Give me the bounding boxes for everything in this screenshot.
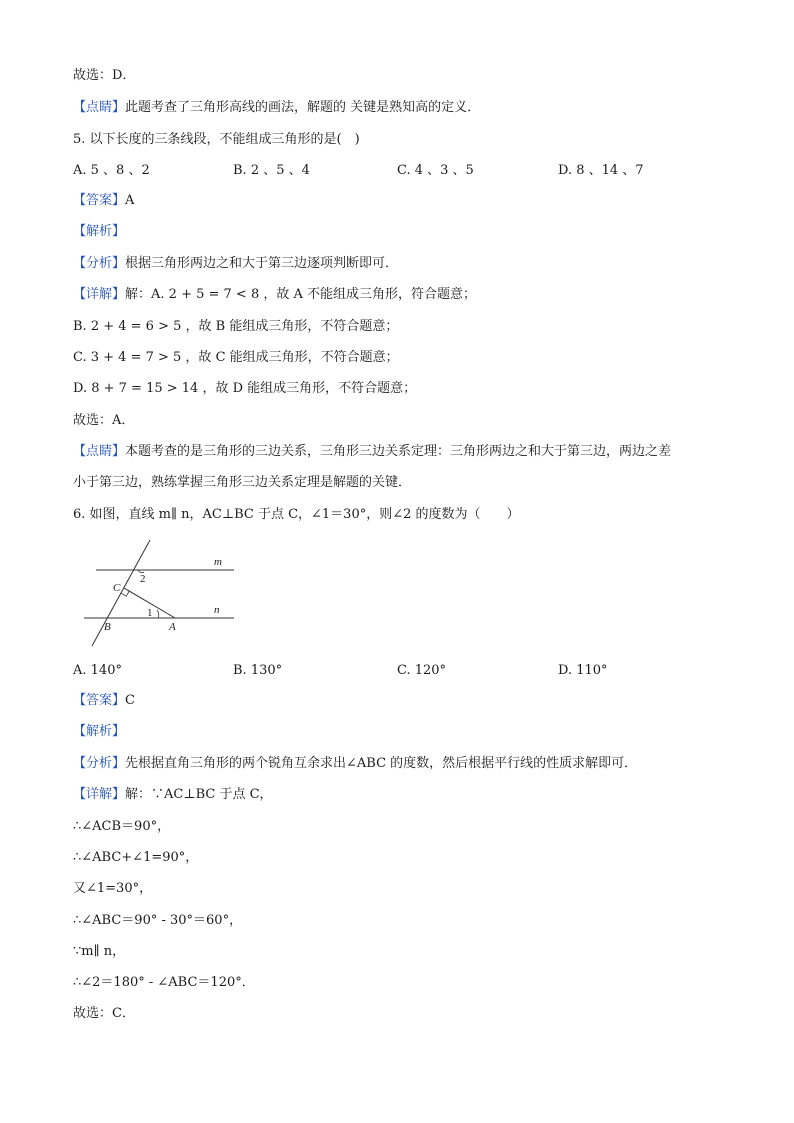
text: 此题考查了三角形高线的画法，解题的 关键是熟知高的定义． [125,100,481,115]
text: 根据三角形两边之和大于第三边逐项判断即可． [125,256,399,271]
analysis-tag: 【解析】 [73,224,126,239]
option-c: C. 4 、3 、5 [397,163,474,178]
text: 解：A. 2 + 5 = 7 < 8 ，故 A 不能组成三角形，符合题意； [125,287,477,302]
detail-line [73,380,733,398]
detail-line [73,880,733,898]
text: ∴∠ABC＝90° - 30°＝60°， [73,913,243,928]
text: 故选：C． [73,1006,135,1021]
line-bc [92,540,150,646]
label-b: B [104,621,111,633]
text: 故选：A． [73,413,135,428]
text: 6. 如图，直线 m∥ n，AC⊥BC 于点 C，∠1＝30°，则∠2 的度数为（ ） [73,507,520,522]
label-m: m [214,556,222,568]
analysis-tag: 【分析】 [73,756,126,771]
analysis-tag: 【分析】 [73,256,126,271]
answer-line [73,692,733,710]
analysis-heading [73,223,733,241]
detail-line [73,318,733,336]
label-a: A [169,621,176,633]
label-c: C [113,582,121,594]
comment-line [73,443,733,461]
text: C. 3 + 4 = 7 > 5 ，故 C 能组成三角形，不符合题意； [73,350,399,365]
text: 先根据直角三角形的两个锐角互余求出∠ABC 的度数，然后根据平行线的性质求解即可． [125,756,638,771]
text: A [125,193,135,208]
question-6-stem [73,506,733,524]
text: ∴∠2＝180° - ∠ABC＝120°． [73,975,255,990]
option-d: D. 110° [558,663,608,678]
analysis-line [73,755,733,773]
text: 本题考查的是三角形的三边关系，三角形三边关系定理：三角形两边之和大于第三边，两边之差 [125,444,672,459]
answer-line [73,67,733,85]
option-b: B. 2 、5 、4 [233,163,310,178]
detail-line [73,286,733,304]
right-angle-mark [121,591,129,596]
answer-line [73,192,733,210]
comment-line [73,474,733,492]
detail-line [73,786,733,804]
analysis-heading [73,723,733,741]
answer-tag: 【答案】 [73,693,126,708]
text: 又∠1=30°， [73,881,153,896]
option-a: A. 5 、8 、2 [73,163,150,178]
analysis-tag: 【解析】 [73,724,126,739]
text: B. 2 + 4 = 6 > 5 ，故 B 能组成三角形，不符合题意； [73,319,399,334]
detail-line [73,818,733,836]
option-c: C. 120° [397,663,447,678]
text: D. 8 + 7 = 15 > 14 ，故 D 能组成三角形，不符合题意； [73,381,417,396]
answer-tag: 【答案】 [73,193,126,208]
comment-tag: 【点睛】 [73,444,126,459]
angle-1-arc [157,610,159,618]
text: ∵m∥ n， [73,944,126,959]
answer-line [73,1005,733,1023]
text: 解：∵AC⊥BC 于点 C， [125,787,273,802]
detail-line [73,349,733,367]
detail-tag: 【详解】 [73,787,126,802]
comment-line [73,99,733,117]
label-angle-1: 1 [147,607,153,619]
label-angle-2: 2 [140,573,146,585]
text: 故选：D． [73,68,136,83]
detail-line [73,974,733,992]
comment-tag: 【点睛】 [73,100,126,115]
question-5-stem [73,131,733,149]
detail-line [73,849,733,867]
detail-line [73,943,733,961]
option-b: B. 130° [233,663,283,678]
text: 5. 以下长度的三条线段，不能组成三角形的是( ) [73,132,360,147]
option-a: A. 140° [73,663,122,678]
detail-tag: 【详解】 [73,287,126,302]
detail-line [73,912,733,930]
text: ∴∠ACB＝90°， [73,819,171,834]
text: ∴∠ABC+∠1=90°， [73,850,199,865]
text: C [125,693,135,708]
parallel-lines-figure [84,538,238,650]
analysis-line [73,255,733,273]
label-n: n [214,604,220,616]
option-d: D. 8 、14 、7 [558,163,644,178]
text: 小于第三边，熟练掌握三角形三边关系定理是解题的关键． [73,475,412,490]
answer-line [73,412,733,430]
